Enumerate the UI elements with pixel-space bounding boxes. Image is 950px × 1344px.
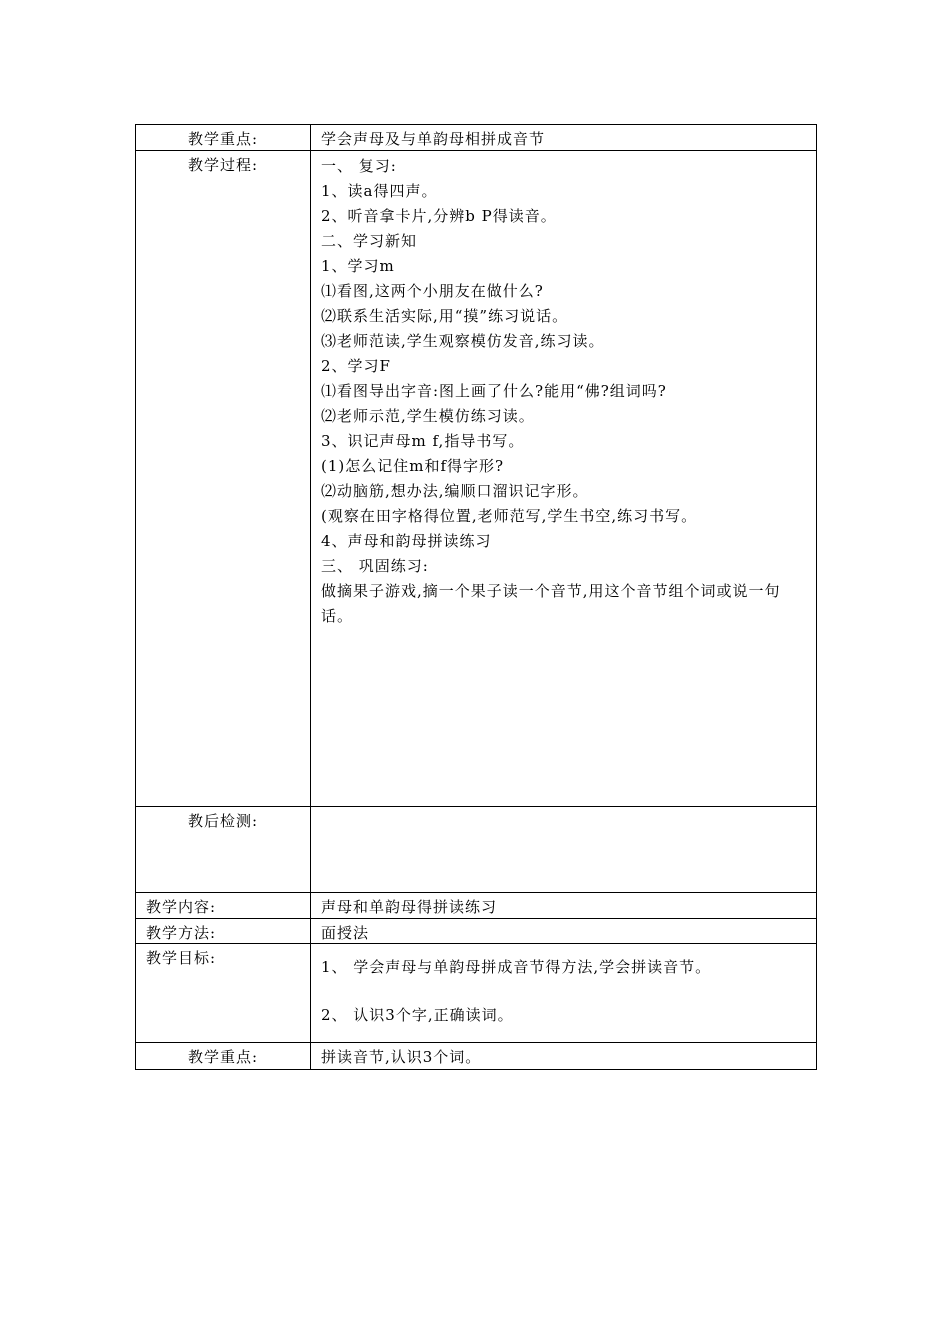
content-value: 声母和单韵母得拼读练习: [311, 893, 817, 919]
row-content: [136, 893, 817, 919]
check-label: 教后检测:: [136, 807, 311, 893]
goal-item: 1、 学会声母与单韵母拼成音节得方法,学会拼读音节。: [321, 958, 712, 976]
process-line: 4、声母和韵母拼读练习: [321, 532, 492, 550]
process-line: (1)怎么记住m和f得字形?: [321, 457, 505, 475]
process-line: (观察在田字格得位置,老师范写,学生书空,练习书写。: [321, 507, 698, 525]
process-line: ⑶老师范读,学生观察模仿发音,练习读。: [321, 332, 605, 350]
key-point-value: 学会声母及与单韵母相拼成音节: [311, 125, 817, 151]
row-method: [136, 919, 817, 944]
process-content: [311, 151, 817, 807]
check-value: [311, 807, 817, 893]
method-value: 面授法: [311, 919, 817, 944]
process-line: 2、听音拿卡片,分辨b P得读音。: [321, 207, 557, 225]
method-label: 教学方法:: [136, 919, 311, 944]
process-line: ⑴看图导出字音:图上画了什么?能用“佛?组词吗?: [321, 382, 667, 400]
key-point-label: 教学重点:: [136, 125, 311, 151]
row-process: [136, 151, 817, 807]
row-check: [136, 807, 817, 893]
process-line: 1、读a得四声。: [321, 182, 438, 200]
content-label: 教学内容:: [136, 893, 311, 919]
process-line: 二、学习新知: [321, 232, 418, 250]
process-line: 3、识记声母m f,指导书写。: [321, 432, 525, 450]
process-line: ⑵老师示范,学生模仿练习读。: [321, 407, 535, 425]
row-goal: [136, 944, 817, 1043]
goal-content: [311, 944, 817, 1043]
process-line: ⑴看图,这两个小朋友在做什么?: [321, 282, 544, 300]
process-line: ⑵联系生活实际,用“摸”练习说话。: [321, 307, 569, 325]
key-point-label: 教学重点:: [136, 1043, 311, 1070]
goal-item: 2、 认识3个字,正确读词。: [321, 1006, 514, 1024]
process-line: 一、 复习:: [321, 157, 397, 175]
process-line: 1、学习m: [321, 257, 395, 275]
row-key-point-top: [136, 125, 817, 151]
process-label: 教学过程:: [136, 151, 311, 807]
goal-label: 教学目标:: [136, 944, 311, 1043]
row-key-point-bottom: [136, 1043, 817, 1070]
lesson-plan-table: [135, 124, 817, 1070]
process-line: ⑵动脑筋,想办法,编顺口溜识记字形。: [321, 482, 589, 500]
process-line: 三、 巩固练习:: [321, 557, 429, 575]
process-paragraph: 做摘果子游戏,摘一个果子读一个音节,用这个音节组个词或说一句话。: [321, 582, 781, 625]
key-point-value: 拼读音节,认识3个词。: [311, 1043, 817, 1070]
process-line: 2、学习F: [321, 357, 391, 375]
